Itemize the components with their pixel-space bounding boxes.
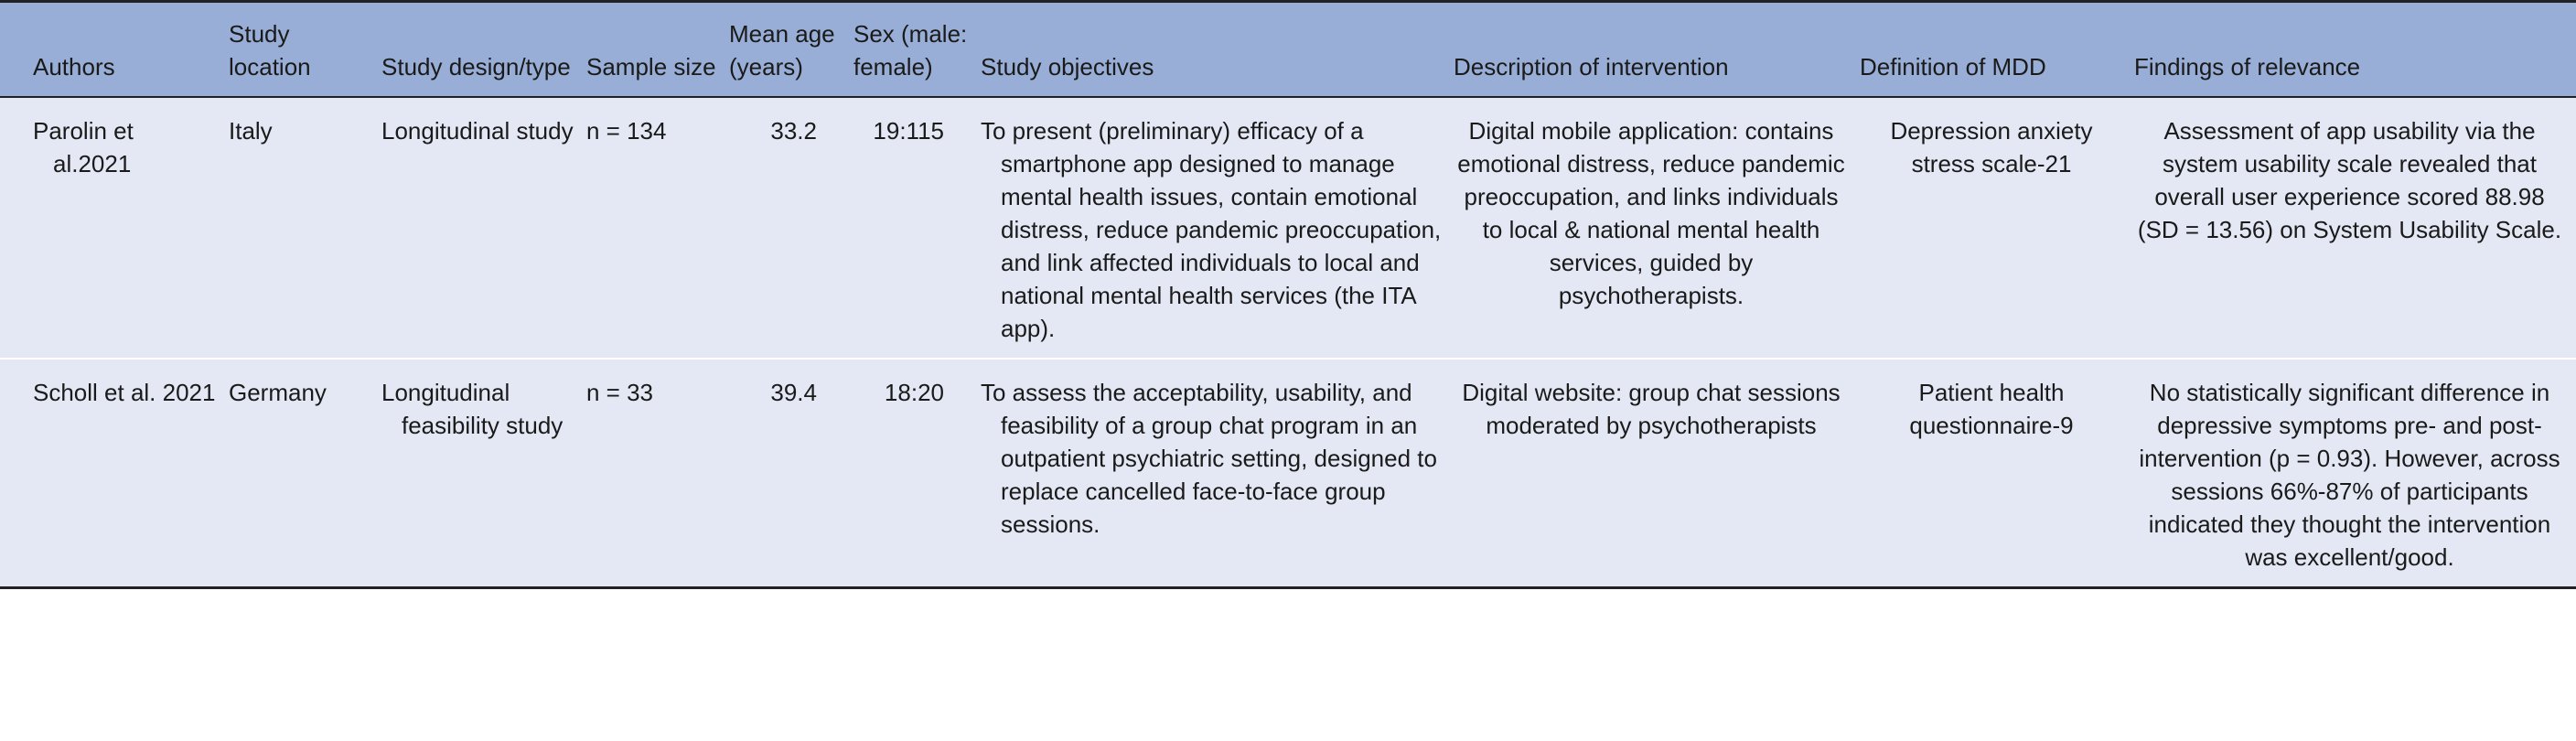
cell-findings: Assessment of app usability via the system usability scale revealed that overall user experience scored 88.98 (SD = 13.56) on System Usability Scale. [2134, 97, 2576, 359]
cell-sample-size: n = 134 [586, 97, 729, 359]
header-row [0, 2, 2576, 98]
header-study-location: Study location [229, 2, 381, 98]
table-body [0, 97, 2576, 588]
header-description: Description of intervention [1454, 2, 1860, 98]
cell-sex: 18:20 [853, 359, 981, 588]
cell-definition-mdd: Patient health questionnaire-9 [1860, 359, 2134, 588]
cell-authors [0, 97, 229, 359]
cell-study-objectives [981, 97, 1454, 359]
authors-text: Scholl et al. 2021 [33, 379, 216, 406]
cell-study-design [381, 359, 586, 588]
cell-sample-size: n = 33 [586, 359, 729, 588]
cell-sex: 19:115 [853, 97, 981, 359]
study-objectives-text: To assess the acceptability, usability, and feasibility of a group chat program in an outpatient psychiatric setting, designed to replace cancelled face-to-face group sessions. [981, 379, 1437, 538]
cell-description: Digital mobile application: contains emotional distress, reduce pandemic preoccupation, and links individuals to local & national mental health services, guided by psychotherapists. [1454, 97, 1860, 359]
cell-mean-age: 39.4 [729, 359, 853, 588]
header-authors: Authors [0, 2, 229, 98]
cell-study-location: Germany [229, 359, 381, 588]
header-study-design: Study design/type [381, 2, 586, 98]
header-sex: Sex (male: female) [853, 2, 981, 98]
study-objectives-text: To present (preliminary) efficacy of a smartphone app designed to manage mental health issues, contain emotional distress, reduce pandemic preoccupation, and link affected individuals to local and national mental health services (the ITA app). [981, 117, 1442, 342]
table-row [0, 97, 2576, 359]
cell-authors [0, 359, 229, 588]
authors-text: Parolin et al.2021 [33, 117, 134, 177]
table-header [0, 2, 2576, 98]
cell-study-objectives [981, 359, 1454, 588]
cell-mean-age: 33.2 [729, 97, 853, 359]
header-findings: Findings of relevance [2134, 2, 2576, 98]
header-sample-size: Sample size [586, 2, 729, 98]
header-mean-age: Mean age (years) [729, 2, 853, 98]
study-design-text: Longitudinal study [381, 117, 574, 145]
header-study-objectives: Study objectives [981, 2, 1454, 98]
table-row [0, 359, 2576, 588]
study-design-text: Longitudinal feasibility study [381, 379, 564, 439]
cell-study-location: Italy [229, 97, 381, 359]
header-definition-mdd: Definition of MDD [1860, 2, 2134, 98]
cell-findings: No statistically significant difference in depressive symptoms pre- and post-intervention (p = 0.93). However, across sessions 66%-87% of participants indicated they thought the intervention was excellent/good. [2134, 359, 2576, 588]
cell-definition-mdd: Depression anxiety stress scale-21 [1860, 97, 2134, 359]
cell-study-design [381, 97, 586, 359]
cell-description: Digital website: group chat sessions moderated by psychotherapists [1454, 359, 1860, 588]
